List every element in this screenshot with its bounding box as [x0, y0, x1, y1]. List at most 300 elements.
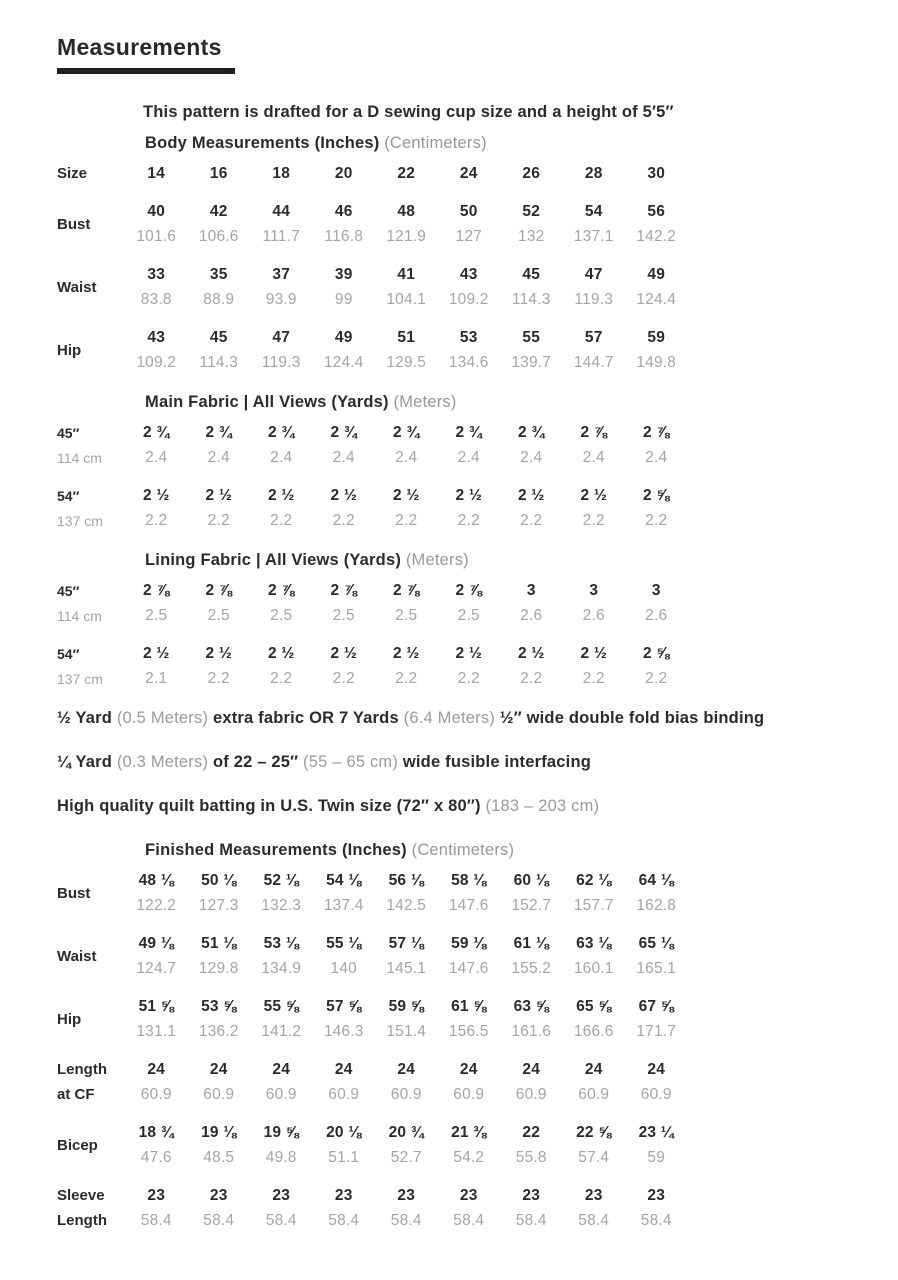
primary-value: 48 ⅛	[138, 872, 174, 889]
primary-value: 47	[272, 329, 291, 346]
main-fabric-heading	[145, 393, 882, 412]
primary-value: 2 ½	[518, 487, 545, 504]
primary-value: 2 ¾	[518, 424, 545, 441]
secondary-value: 137.4	[323, 897, 364, 914]
row-label-text: 54″	[57, 488, 80, 504]
primary-value: 2 ¾	[393, 424, 420, 441]
primary-value: 53	[459, 329, 478, 346]
value-cell	[313, 204, 376, 245]
secondary-value: 140	[330, 960, 357, 977]
size-value: 18	[272, 165, 291, 182]
secondary-value: 2.2	[207, 512, 230, 529]
secondary-value: 161.6	[511, 1023, 552, 1040]
primary-value: 59 ⅝	[388, 998, 424, 1015]
primary-value: 63 ⅛	[576, 935, 612, 952]
primary-value: 49	[647, 266, 666, 283]
table-row	[57, 204, 882, 245]
secondary-value: 121.9	[386, 228, 427, 245]
row-label-text: Size	[57, 165, 88, 182]
secondary-value: 2.6	[582, 607, 605, 624]
secondary-value: 2.2	[582, 512, 605, 529]
secondary-value: 52.7	[390, 1149, 422, 1166]
primary-value: 23	[647, 1187, 666, 1204]
secondary-value: 155.2	[511, 960, 552, 977]
secondary-value: 2.4	[645, 449, 668, 466]
value-cell	[188, 1062, 251, 1103]
value-cell	[188, 204, 251, 245]
primary-value: 23	[459, 1187, 478, 1204]
primary-value: 2 ⅞	[143, 582, 170, 599]
primary-value: 2 ¾	[205, 424, 232, 441]
value-cell	[438, 936, 501, 977]
row-label-text: Bust	[57, 884, 91, 902]
row-sublabel: 114 cm	[57, 450, 102, 466]
secondary-value: 2.2	[645, 670, 668, 687]
value-cell	[625, 488, 688, 529]
value-cell	[438, 204, 501, 245]
value-cell	[375, 1062, 438, 1103]
primary-value: 2 ½	[143, 645, 170, 662]
table-row	[57, 1188, 882, 1229]
secondary-value: 166.6	[573, 1023, 614, 1040]
secondary-value: 2.2	[457, 512, 480, 529]
primary-value: 60 ⅛	[513, 872, 549, 889]
secondary-value: 139.7	[511, 354, 552, 371]
primary-value: 2 ½	[268, 487, 295, 504]
primary-value: 50 ⅛	[201, 872, 237, 889]
primary-value: 2 ¾	[330, 424, 357, 441]
note-segment: (6.4 Meters)	[403, 709, 495, 727]
value-cell	[125, 425, 188, 466]
primary-value: 63 ⅝	[513, 998, 549, 1015]
value-cell	[375, 646, 438, 687]
row-label-line: Length	[57, 1212, 107, 1229]
notes	[57, 709, 882, 815]
value-cell	[250, 267, 313, 308]
secondary-value: 2.6	[520, 607, 543, 624]
note-line	[57, 797, 882, 815]
secondary-value: 60.9	[203, 1086, 235, 1103]
table-row	[57, 999, 882, 1040]
finished-measurements-heading	[145, 841, 882, 860]
row-label	[57, 1138, 125, 1154]
value-cell	[125, 1125, 188, 1166]
secondary-value: 58.4	[140, 1212, 172, 1229]
primary-value: 61 ⅝	[451, 998, 487, 1015]
value-cell	[625, 646, 688, 687]
size-cell	[313, 166, 376, 182]
row-label	[57, 488, 125, 529]
size-cell	[563, 166, 626, 182]
secondary-value: 2.2	[520, 670, 543, 687]
secondary-value: 51.1	[328, 1149, 360, 1166]
secondary-value: 134.6	[448, 354, 489, 371]
value-cell	[188, 583, 251, 624]
row-sublabel: 137 cm	[57, 513, 103, 529]
finished-measurements-table	[57, 873, 882, 1229]
secondary-value: 134.9	[261, 960, 302, 977]
row-label	[57, 886, 125, 902]
secondary-value: 127	[455, 228, 482, 245]
primary-value: 65 ⅛	[638, 935, 674, 952]
value-cell	[500, 873, 563, 914]
secondary-value: 101.6	[136, 228, 177, 245]
primary-value: 23	[584, 1187, 603, 1204]
page-title: Measurements	[57, 34, 222, 60]
value-cell	[563, 873, 626, 914]
value-cell	[438, 267, 501, 308]
secondary-value: 149.8	[636, 354, 677, 371]
value-cell	[438, 330, 501, 371]
value-cell	[375, 204, 438, 245]
table-row	[57, 488, 882, 529]
primary-value: 2 ½	[455, 645, 482, 662]
primary-value: 54 ⅛	[326, 872, 362, 889]
value-cell	[313, 646, 376, 687]
note-segment: ½″ wide double fold bias binding	[494, 709, 765, 727]
secondary-value: 83.8	[140, 291, 172, 308]
note-segment: wide fusible interfacing	[398, 753, 592, 771]
size-cell	[188, 166, 251, 182]
note-segment: High quality quilt batting in U.S. Twin size (72″ x 80″)	[57, 797, 486, 815]
primary-value: 61 ⅛	[513, 935, 549, 952]
primary-value: 24	[522, 1061, 541, 1078]
secondary-value: 58.4	[390, 1212, 422, 1229]
value-cell	[625, 204, 688, 245]
secondary-value: 2.2	[332, 512, 355, 529]
note-segment: (183 – 203 cm)	[485, 797, 600, 815]
value-cell	[250, 1188, 313, 1229]
value-cell	[125, 1188, 188, 1229]
row-label	[57, 1188, 125, 1229]
primary-value: 41	[397, 266, 416, 283]
primary-value: 42	[209, 203, 228, 220]
primary-value: 52 ⅛	[263, 872, 299, 889]
primary-value: 37	[272, 266, 291, 283]
heading-main: Finished Measurements (Inches)	[145, 841, 407, 859]
row-sublabel: 137 cm	[57, 671, 103, 687]
row-label	[57, 949, 125, 965]
primary-value: 2 ⅞	[205, 582, 232, 599]
value-cell	[500, 936, 563, 977]
value-cell	[438, 1188, 501, 1229]
row-label-text: 54″	[57, 646, 80, 662]
table-row	[57, 873, 882, 914]
lining-fabric-heading	[145, 551, 882, 570]
primary-value: 67 ⅝	[638, 998, 674, 1015]
primary-value: 59	[647, 329, 666, 346]
value-cell	[438, 425, 501, 466]
secondary-value: 60.9	[265, 1086, 297, 1103]
primary-value: 2 ½	[393, 645, 420, 662]
secondary-value: 99	[334, 291, 353, 308]
row-label	[57, 1062, 125, 1103]
secondary-value: 114.3	[199, 354, 239, 371]
size-cell	[625, 166, 688, 182]
value-cell	[313, 999, 376, 1040]
value-cell	[563, 936, 626, 977]
secondary-value: 60.9	[453, 1086, 485, 1103]
value-cell	[500, 267, 563, 308]
row-label-text: Bicep	[57, 1136, 98, 1154]
secondary-value: 151.4	[386, 1023, 427, 1040]
value-cell	[563, 646, 626, 687]
secondary-value: 93.9	[265, 291, 297, 308]
row-label	[57, 280, 125, 296]
primary-value: 43	[459, 266, 478, 283]
primary-value: 58 ⅛	[451, 872, 487, 889]
secondary-value: 106.6	[198, 228, 239, 245]
note-segment: (0.5 Meters)	[116, 709, 209, 727]
primary-value: 57 ⅝	[326, 998, 362, 1015]
size-value: 24	[459, 165, 478, 182]
secondary-value: 2.2	[270, 670, 293, 687]
secondary-value: 2.5	[395, 607, 418, 624]
primary-value: 2 ⅞	[580, 424, 607, 441]
primary-value: 46	[334, 203, 353, 220]
row-label-line: Sleeve	[57, 1187, 105, 1204]
primary-value: 45	[522, 266, 541, 283]
value-cell	[625, 999, 688, 1040]
size-cell	[500, 166, 563, 182]
secondary-value: 171.7	[636, 1023, 677, 1040]
primary-value: 2 ⅞	[330, 582, 357, 599]
table-row	[57, 330, 882, 371]
value-cell	[625, 330, 688, 371]
secondary-value: 2.2	[332, 670, 355, 687]
table-row	[57, 1062, 882, 1103]
heading-sub: (Centimeters)	[411, 841, 515, 859]
secondary-value: 2.2	[395, 670, 418, 687]
value-cell	[313, 1125, 376, 1166]
primary-value: 23	[522, 1187, 541, 1204]
secondary-value: 119.3	[574, 291, 614, 308]
value-cell	[563, 1062, 626, 1103]
row-label	[57, 217, 125, 233]
value-cell	[125, 873, 188, 914]
primary-value: 2 ½	[330, 487, 357, 504]
size-value: 30	[647, 165, 666, 182]
primary-value: 45	[209, 329, 228, 346]
row-label-text: Hip	[57, 1010, 82, 1028]
primary-value: 2 ¾	[268, 424, 295, 441]
value-cell	[625, 873, 688, 914]
value-cell	[438, 583, 501, 624]
value-cell	[125, 1062, 188, 1103]
size-value: 14	[147, 165, 166, 182]
row-label-text: Waist	[57, 947, 97, 965]
secondary-value: 124.7	[136, 960, 177, 977]
value-cell	[438, 488, 501, 529]
secondary-value: 2.4	[457, 449, 480, 466]
secondary-value: 104.1	[386, 291, 427, 308]
secondary-value: 48.5	[203, 1149, 235, 1166]
value-cell	[313, 330, 376, 371]
value-cell	[625, 425, 688, 466]
secondary-value: 2.6	[645, 607, 668, 624]
primary-value: 51 ⅝	[138, 998, 174, 1015]
secondary-value: 54.2	[453, 1149, 485, 1166]
value-cell	[625, 1125, 688, 1166]
primary-value: 24	[209, 1061, 228, 1078]
secondary-value: 55.8	[515, 1149, 547, 1166]
value-cell	[563, 330, 626, 371]
value-cell	[563, 267, 626, 308]
primary-value: 2 ½	[580, 487, 607, 504]
value-cell	[250, 204, 313, 245]
lining-fabric-table	[57, 583, 882, 687]
secondary-value: 59	[647, 1149, 666, 1166]
primary-value: 2 ⅞	[455, 582, 482, 599]
secondary-value: 124.4	[323, 354, 364, 371]
secondary-value: 141.2	[261, 1023, 302, 1040]
primary-value: 57	[584, 329, 603, 346]
secondary-value: 157.7	[573, 897, 614, 914]
secondary-value: 60.9	[390, 1086, 422, 1103]
value-cell	[250, 1062, 313, 1103]
secondary-value: 60.9	[640, 1086, 672, 1103]
secondary-value: 2.5	[270, 607, 293, 624]
value-cell	[375, 873, 438, 914]
value-cell	[438, 1125, 501, 1166]
value-cell	[250, 999, 313, 1040]
table-row	[57, 583, 882, 624]
secondary-value: 58.4	[640, 1212, 672, 1229]
size-row	[57, 166, 882, 182]
primary-value: 24	[334, 1061, 353, 1078]
primary-value: 23	[147, 1187, 166, 1204]
note-segment: (0.3 Meters)	[116, 753, 209, 771]
secondary-value: 147.6	[448, 960, 489, 977]
secondary-value: 2.5	[332, 607, 355, 624]
table-row	[57, 1125, 882, 1166]
value-cell	[438, 1062, 501, 1103]
size-cell	[125, 166, 188, 182]
value-cell	[375, 1188, 438, 1229]
note-segment: ¼ Yard	[57, 753, 117, 771]
secondary-value: 2.4	[582, 449, 605, 466]
value-cell	[563, 1125, 626, 1166]
secondary-value: 142.5	[386, 897, 427, 914]
value-cell	[188, 330, 251, 371]
primary-value: 62 ⅛	[576, 872, 612, 889]
secondary-value: 2.2	[457, 670, 480, 687]
primary-value: 2 ⅞	[643, 424, 670, 441]
secondary-value: 2.2	[270, 512, 293, 529]
secondary-value: 165.1	[636, 960, 677, 977]
secondary-value: 116.8	[324, 228, 364, 245]
table-row	[57, 267, 882, 308]
table-row	[57, 646, 882, 687]
value-cell	[563, 583, 626, 624]
secondary-value: 114.3	[511, 291, 551, 308]
secondary-value: 2.4	[270, 449, 293, 466]
primary-value: 23 ¼	[638, 1124, 674, 1141]
primary-value: 55	[522, 329, 541, 346]
value-cell	[500, 488, 563, 529]
secondary-value: 145.1	[386, 960, 427, 977]
size-value: 26	[522, 165, 541, 182]
heading-sub: (Meters)	[393, 393, 457, 411]
value-cell	[125, 999, 188, 1040]
primary-value: 55 ⅛	[326, 935, 362, 952]
body-measurements-table	[57, 166, 882, 371]
primary-value: 18 ¾	[138, 1124, 174, 1141]
value-cell	[188, 1125, 251, 1166]
value-cell	[250, 873, 313, 914]
secondary-value: 111.7	[262, 228, 300, 245]
secondary-value: 49.8	[265, 1149, 297, 1166]
primary-value: 20 ¾	[388, 1124, 424, 1141]
row-label	[57, 166, 125, 182]
value-cell	[500, 583, 563, 624]
primary-value: 64 ⅛	[638, 872, 674, 889]
heading-main: Main Fabric | All Views (Yards)	[145, 393, 389, 411]
primary-value: 35	[209, 266, 228, 283]
table-row	[57, 425, 882, 466]
primary-value: 59 ⅛	[451, 935, 487, 952]
size-cell	[438, 166, 501, 182]
value-cell	[188, 999, 251, 1040]
value-cell	[188, 425, 251, 466]
value-cell	[313, 583, 376, 624]
secondary-value: 136.2	[198, 1023, 239, 1040]
primary-value: 2 ½	[205, 645, 232, 662]
primary-value: 23	[334, 1187, 353, 1204]
value-cell	[125, 204, 188, 245]
primary-value: 2 ⅝	[643, 487, 670, 504]
primary-value: 2 ½	[330, 645, 357, 662]
value-cell	[250, 936, 313, 977]
secondary-value: 109.2	[136, 354, 177, 371]
secondary-value: 58.4	[453, 1212, 485, 1229]
heading-sub: (Centimeters)	[384, 134, 487, 152]
value-cell	[500, 999, 563, 1040]
value-cell	[188, 267, 251, 308]
row-label	[57, 1012, 125, 1028]
value-cell	[125, 583, 188, 624]
note-segment: of 22 – 25″	[208, 753, 304, 771]
row-label-line: Length	[57, 1061, 107, 1078]
row-label-text: Bust	[57, 215, 91, 233]
secondary-value: 122.2	[136, 897, 177, 914]
primary-value: 3	[589, 582, 599, 599]
secondary-value: 47.6	[140, 1149, 172, 1166]
value-cell	[563, 1188, 626, 1229]
secondary-value: 2.2	[520, 512, 543, 529]
row-label-text: Hip	[57, 341, 82, 359]
secondary-value: 57.4	[578, 1149, 610, 1166]
primary-value: 2 ½	[268, 645, 295, 662]
secondary-value: 124.4	[636, 291, 677, 308]
secondary-value: 160.1	[573, 960, 614, 977]
primary-value: 2 ½	[205, 487, 232, 504]
primary-value: 49 ⅛	[138, 935, 174, 952]
primary-value: 51	[397, 329, 416, 346]
secondary-value: 58.4	[328, 1212, 360, 1229]
primary-value: 2 ½	[580, 645, 607, 662]
secondary-value: 60.9	[578, 1086, 610, 1103]
value-cell	[188, 936, 251, 977]
value-cell	[438, 999, 501, 1040]
value-cell	[250, 1125, 313, 1166]
value-cell	[625, 583, 688, 624]
body-measurements-heading	[145, 134, 882, 153]
value-cell	[375, 330, 438, 371]
row-label-text: 45″	[57, 425, 80, 441]
secondary-value: 2.2	[395, 512, 418, 529]
primary-value: 23	[209, 1187, 228, 1204]
